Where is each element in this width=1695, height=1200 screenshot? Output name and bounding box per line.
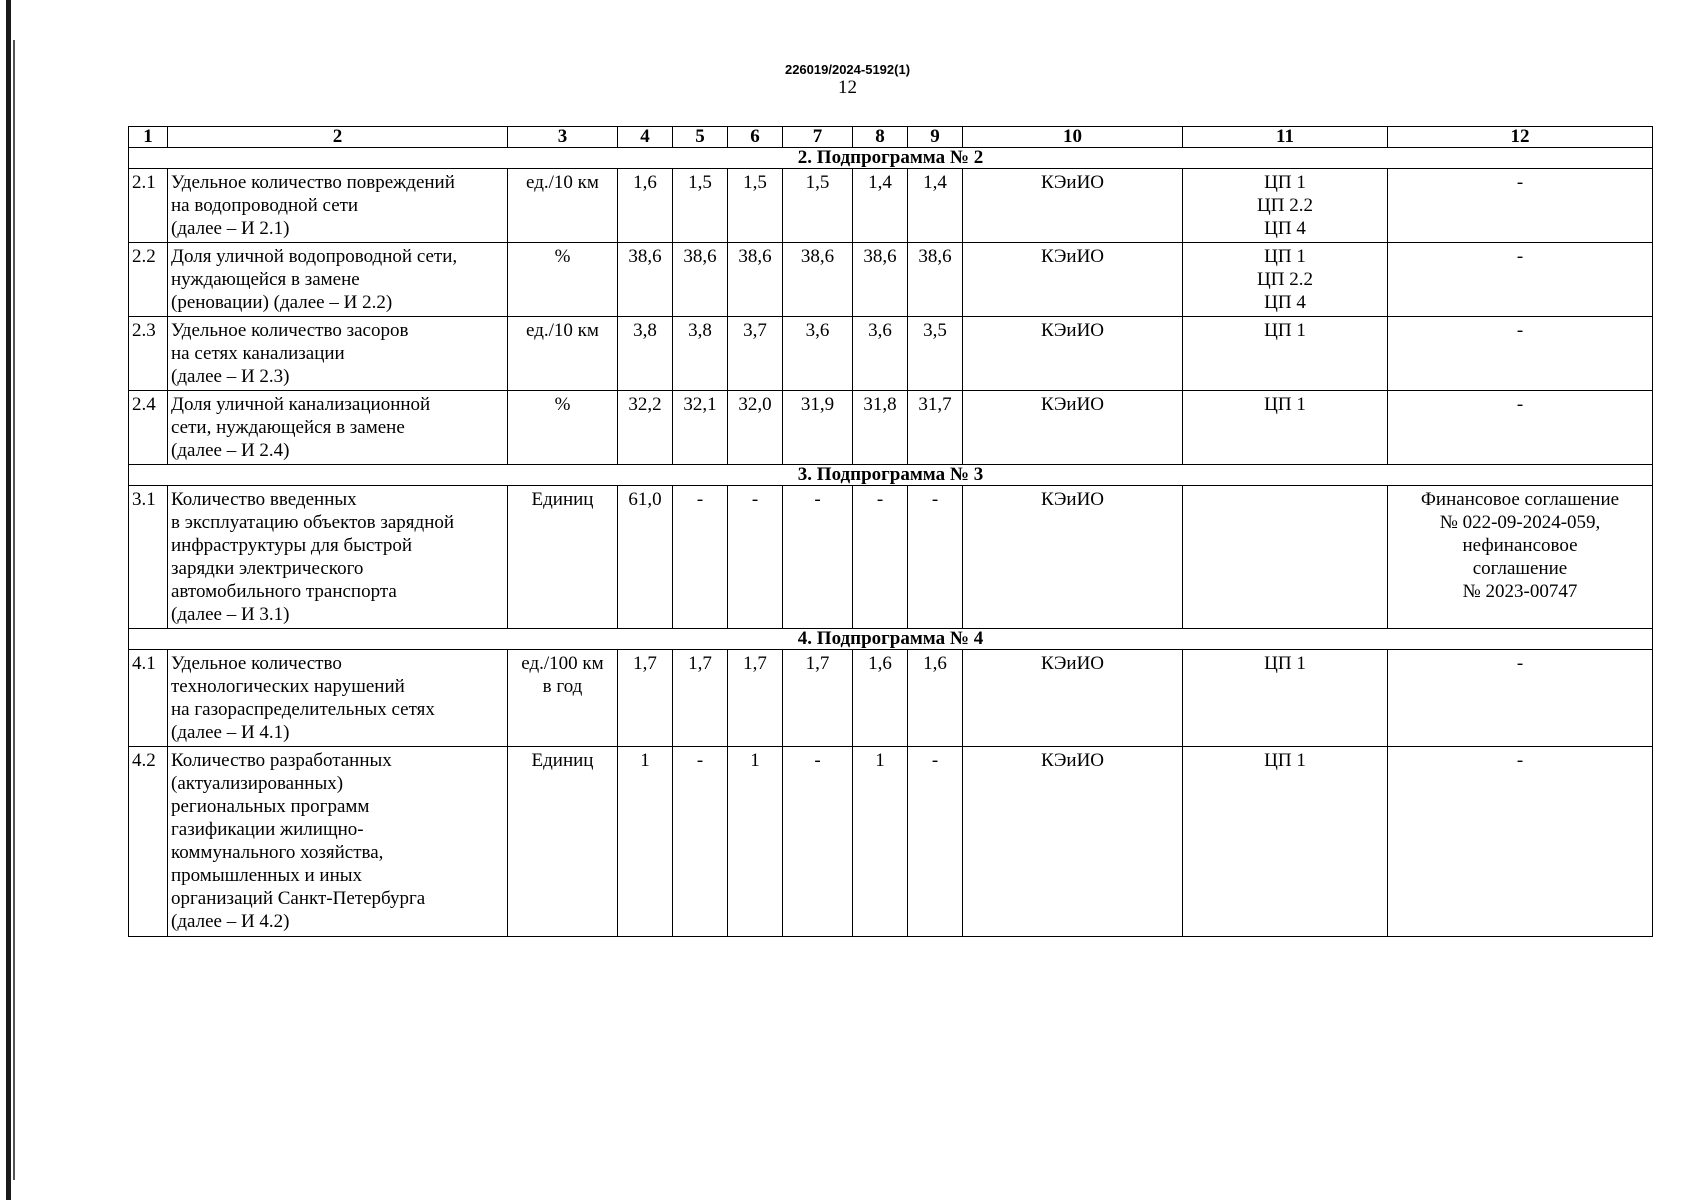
executor-cell: КЭиИО <box>963 169 1183 243</box>
column-header: 12 <box>1388 127 1653 148</box>
note-cell: - <box>1388 169 1653 243</box>
links-cell: ЦП 1 ЦП 2.2 ЦП 4 <box>1183 169 1388 243</box>
unit-cell: Единиц <box>508 486 618 629</box>
executor-cell: КЭиИО <box>963 317 1183 391</box>
value-cell: 31,9 <box>783 391 853 465</box>
row-number: 2.3 <box>129 317 168 391</box>
links-cell: ЦП 1 <box>1183 650 1388 747</box>
note-cell: - <box>1388 650 1653 747</box>
column-header: 10 <box>963 127 1183 148</box>
links-cell: ЦП 1 <box>1183 747 1388 937</box>
links-cell: ЦП 1 <box>1183 391 1388 465</box>
unit-cell: % <box>508 391 618 465</box>
executor-cell: КЭиИО <box>963 243 1183 317</box>
table-row <box>129 650 1653 747</box>
indicator-name: Доля уличной водопроводной сети, нуждающейся в замене (реновации) (далее – И 2.2) <box>168 243 508 317</box>
section-header-row <box>129 629 1653 650</box>
section-title: 3. Подпрограмма № 3 <box>129 465 1653 486</box>
value-cell: 3,7 <box>728 317 783 391</box>
value-cell: - <box>673 486 728 629</box>
note-cell: - <box>1388 391 1653 465</box>
indicator-name: Количество разработанных (актуализированных) региональных программ газификации жилищно- коммунального хозяйства, промышленных и иных организаций Санкт-Петербурга (далее – И 4.2) <box>168 747 508 937</box>
value-cell: 1,7 <box>618 650 673 747</box>
note-cell: - <box>1388 317 1653 391</box>
unit-cell: ед./10 км <box>508 317 618 391</box>
section-title: 4. Подпрограмма № 4 <box>129 629 1653 650</box>
registration-number: 226019/2024-5192(1) <box>784 62 911 77</box>
unit-cell: Единиц <box>508 747 618 937</box>
indicator-name: Удельное количество технологических нарушений на газораспределительных сетях (далее – И 4.1) <box>168 650 508 747</box>
value-cell: 38,6 <box>908 243 963 317</box>
value-cell: 1,5 <box>783 169 853 243</box>
links-cell: ЦП 1 ЦП 2.2 ЦП 4 <box>1183 243 1388 317</box>
column-header: 7 <box>783 127 853 148</box>
table-row <box>129 486 1653 629</box>
value-cell: - <box>673 747 728 937</box>
scan-edge <box>0 0 18 1200</box>
value-cell: 1,7 <box>673 650 728 747</box>
note-cell: - <box>1388 243 1653 317</box>
column-header: 4 <box>618 127 673 148</box>
row-number: 2.4 <box>129 391 168 465</box>
value-cell: 1,7 <box>783 650 853 747</box>
value-cell: 1,5 <box>728 169 783 243</box>
section-header-row <box>129 465 1653 486</box>
value-cell: 38,6 <box>673 243 728 317</box>
value-cell: - <box>908 747 963 937</box>
value-cell: 38,6 <box>853 243 908 317</box>
value-cell: 1,6 <box>618 169 673 243</box>
column-header: 6 <box>728 127 783 148</box>
links-cell: ЦП 1 <box>1183 317 1388 391</box>
page-number: 12 <box>838 77 857 98</box>
value-cell: 31,8 <box>853 391 908 465</box>
value-cell: 38,6 <box>618 243 673 317</box>
links-cell <box>1183 486 1388 629</box>
header-row <box>129 127 1653 148</box>
value-cell: - <box>908 486 963 629</box>
scan-edge-bar <box>6 0 11 1200</box>
executor-cell: КЭиИО <box>963 391 1183 465</box>
row-number: 3.1 <box>129 486 168 629</box>
unit-cell: % <box>508 243 618 317</box>
value-cell: 1,6 <box>908 650 963 747</box>
value-cell: - <box>783 486 853 629</box>
executor-cell: КЭиИО <box>963 486 1183 629</box>
table-row <box>129 243 1653 317</box>
value-cell: 1,5 <box>673 169 728 243</box>
indicator-name: Количество введенных в эксплуатацию объектов зарядной инфраструктуры для быстрой зарядки электрического автомобильного транспорта (далее – И 3.1) <box>168 486 508 629</box>
value-cell: 38,6 <box>783 243 853 317</box>
column-header: 11 <box>1183 127 1388 148</box>
column-header: 1 <box>129 127 168 148</box>
column-header: 5 <box>673 127 728 148</box>
scan-edge-bar <box>13 40 15 1180</box>
unit-cell: ед./100 км в год <box>508 650 618 747</box>
indicator-name: Доля уличной канализационной сети, нуждающейся в замене (далее – И 2.4) <box>168 391 508 465</box>
indicators-table <box>128 126 1653 937</box>
value-cell: 3,8 <box>618 317 673 391</box>
value-cell: 61,0 <box>618 486 673 629</box>
section-title: 2. Подпрограмма № 2 <box>129 148 1653 169</box>
table-row <box>129 169 1653 243</box>
value-cell: 3,5 <box>908 317 963 391</box>
executor-cell: КЭиИО <box>963 747 1183 937</box>
value-cell: 1 <box>728 747 783 937</box>
table-row <box>129 317 1653 391</box>
table-row <box>129 391 1653 465</box>
row-number: 2.1 <box>129 169 168 243</box>
value-cell: 1,7 <box>728 650 783 747</box>
value-cell: 1,4 <box>853 169 908 243</box>
value-cell: - <box>728 486 783 629</box>
row-number: 4.2 <box>129 747 168 937</box>
value-cell: 32,1 <box>673 391 728 465</box>
section-header-row <box>129 148 1653 169</box>
column-header: 8 <box>853 127 908 148</box>
value-cell: 31,7 <box>908 391 963 465</box>
value-cell: 1 <box>853 747 908 937</box>
note-cell: - <box>1388 747 1653 937</box>
unit-cell: ед./10 км <box>508 169 618 243</box>
value-cell: 1,4 <box>908 169 963 243</box>
value-cell: 3,6 <box>853 317 908 391</box>
row-number: 4.1 <box>129 650 168 747</box>
value-cell: 32,0 <box>728 391 783 465</box>
value-cell: 3,6 <box>783 317 853 391</box>
value-cell: - <box>853 486 908 629</box>
table-row <box>129 747 1653 937</box>
value-cell: - <box>783 747 853 937</box>
value-cell: 3,8 <box>673 317 728 391</box>
indicator-name: Удельное количество засоров на сетях канализации (далее – И 2.3) <box>168 317 508 391</box>
column-header: 9 <box>908 127 963 148</box>
value-cell: 38,6 <box>728 243 783 317</box>
executor-cell: КЭиИО <box>963 650 1183 747</box>
row-number: 2.2 <box>129 243 168 317</box>
column-header: 3 <box>508 127 618 148</box>
indicator-name: Удельное количество повреждений на водопроводной сети (далее – И 2.1) <box>168 169 508 243</box>
value-cell: 32,2 <box>618 391 673 465</box>
column-header: 2 <box>168 127 508 148</box>
note-cell: Финансовое соглашение № 022-09-2024-059, нефинансовое соглашение № 2023-00747 <box>1388 486 1653 629</box>
value-cell: 1,6 <box>853 650 908 747</box>
value-cell: 1 <box>618 747 673 937</box>
